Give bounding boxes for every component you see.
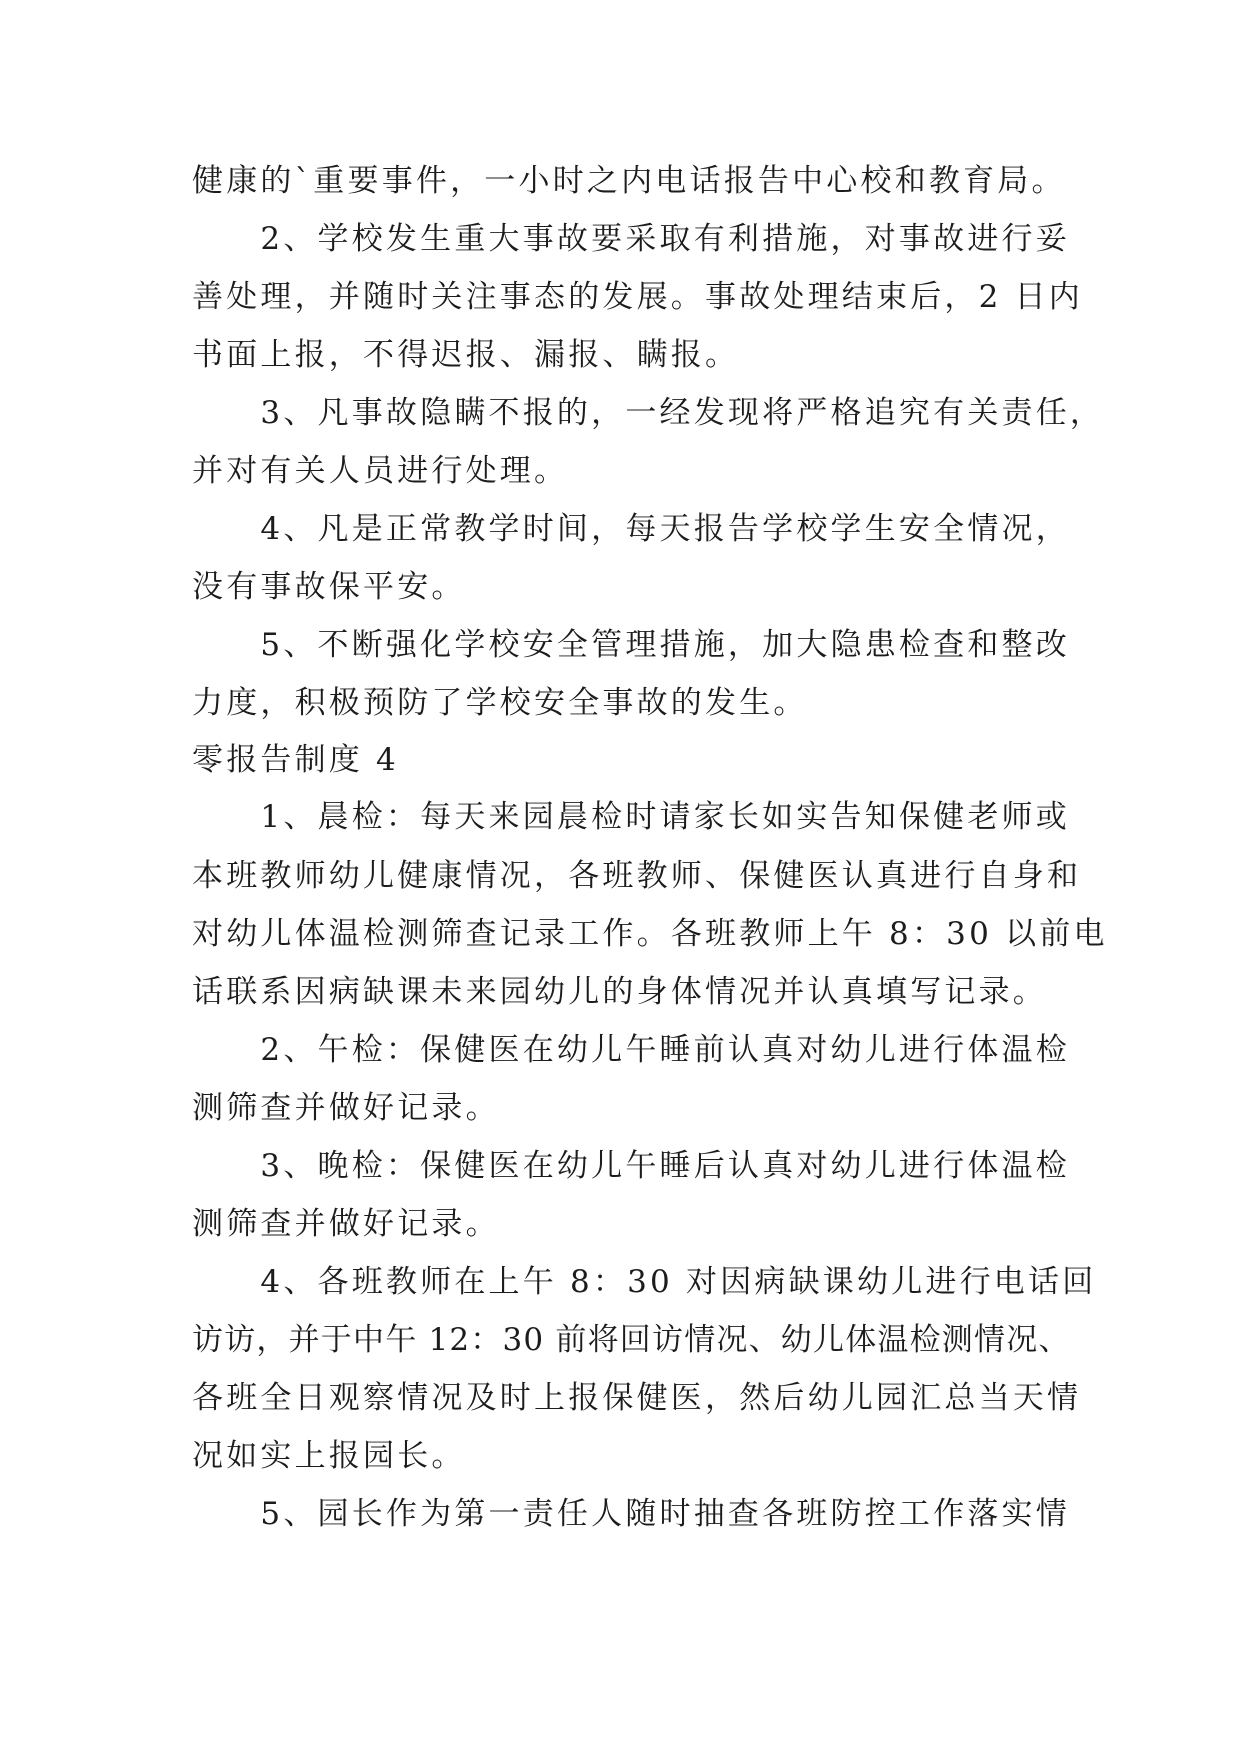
section-heading: 零报告制度 4 (192, 742, 399, 778)
text-line: 没有事故保平安。 (192, 569, 466, 605)
text-line: 书面上报，不得迟报、漏报、瞒报。 (192, 337, 740, 373)
text-line: 5、园长作为第一责任人随时抽查各班防控工作落实情 (192, 1496, 1070, 1532)
text-line: 各班全日观察情况及时上报保健医，然后幼儿园汇总当天情 (192, 1380, 1082, 1416)
text-line: 况如实上报园长。 (192, 1438, 466, 1474)
text-line: 话联系因病缺课未来园幼儿的身体情况并认真填写记录。 (192, 974, 1047, 1010)
text-line: 测筛查并做好记录。 (192, 1090, 500, 1126)
text-line: 善处理，并随时关注事态的发展。事故处理结束后，2 日内 (192, 279, 1083, 315)
text-line: 2、午检：保健医在幼儿午睡前认真对幼儿进行体温检 (192, 1032, 1070, 1068)
text-line: 访访，并于中午 12：30 前将回访情况、幼儿体温检测情况、 (192, 1322, 1071, 1358)
text-line: 测筛查并做好记录。 (192, 1206, 500, 1242)
text-line: 1、晨检：每天来园晨检时请家长如实告知保健老师或 (192, 799, 1070, 835)
text-line: 力度，积极预防了学校安全事故的发生。 (192, 685, 808, 721)
text-line: 本班教师幼儿健康情况，各班教师、保健医认真进行自身和 (192, 858, 1082, 894)
text-line: 2、学校发生重大事故要采取有利措施，对事故进行妥 (192, 221, 1070, 257)
text-line: 4、各班教师在上午 8：30 对因病缺课幼儿进行电话回 (192, 1264, 1097, 1300)
text-line: 5、不断强化学校安全管理措施，加大隐患检查和整改 (192, 627, 1070, 663)
text-line: 3、凡事故隐瞒不报的，一经发现将严格追究有关责任， (192, 395, 1105, 431)
text-line: 健康的`重要事件，一小时之内电话报告中心校和教育局。 (192, 163, 1066, 199)
text-line: 3、晚检：保健医在幼儿午睡后认真对幼儿进行体温检 (192, 1148, 1070, 1184)
text-line: 对幼儿体温检测筛查记录工作。各班教师上午 8：30 以前电 (192, 916, 1108, 952)
text-line: 并对有关人员进行处理。 (192, 453, 569, 489)
text-line: 4、凡是正常教学时间，每天报告学校学生安全情况， (192, 511, 1070, 547)
